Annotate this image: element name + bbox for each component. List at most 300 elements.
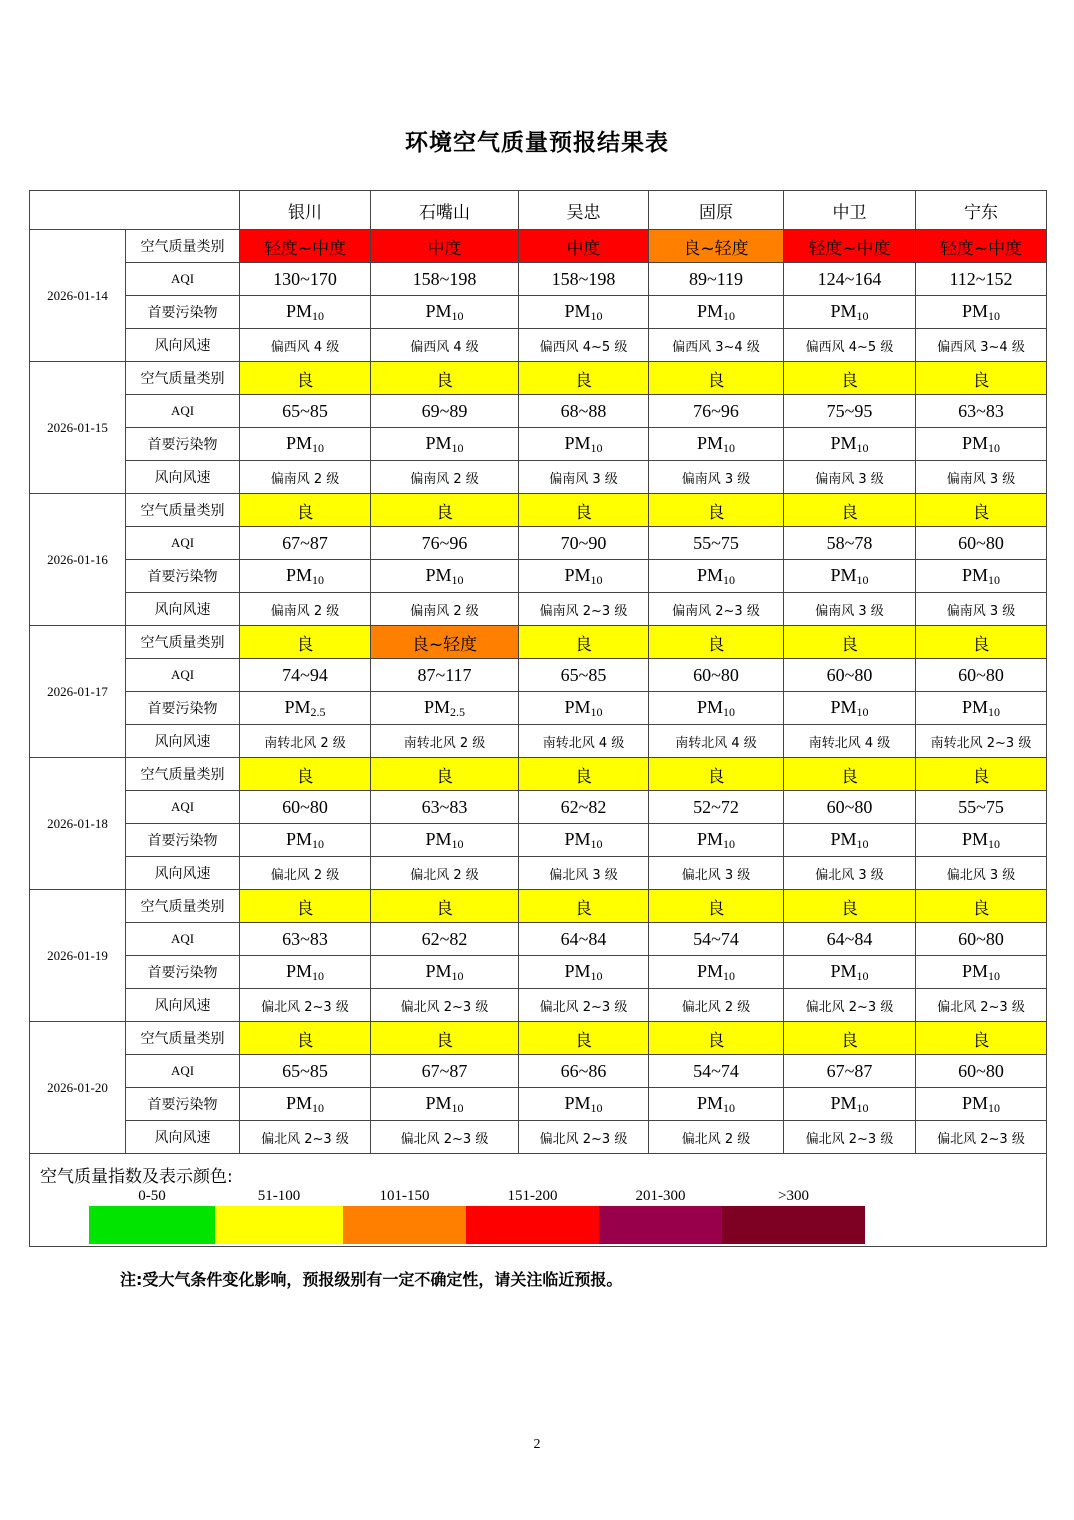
- category-cell: 良: [649, 362, 784, 395]
- wind-cell: 偏北风 2 级: [649, 1121, 784, 1154]
- aqi-cell: 60~80: [784, 791, 916, 824]
- category-cell: 良: [649, 890, 784, 923]
- wind-cell: 偏西风 4 级: [371, 329, 519, 362]
- category-cell: 良: [240, 626, 371, 659]
- aqi-cell: 64~84: [519, 923, 649, 956]
- pollutant-prefix: PM: [284, 696, 311, 717]
- row-label-aqi: AQI: [126, 791, 240, 824]
- city-header: 固原: [649, 191, 784, 230]
- pollutant-prefix: PM: [961, 300, 988, 321]
- city-header: 宁东: [916, 191, 1047, 230]
- pollutant-cell: [371, 692, 519, 725]
- wind-cell: 偏北风 2~3 级: [240, 989, 371, 1022]
- row-label-wind: 风向风速: [126, 329, 240, 362]
- pollutant-subscript: 10: [451, 1100, 464, 1115]
- wind-cell: 偏北风 2 级: [649, 989, 784, 1022]
- row-label-category: 空气质量类别: [126, 494, 240, 527]
- pollutant-cell: [784, 824, 916, 857]
- legend-color-swatch: [343, 1206, 466, 1244]
- wind-cell: 偏南风 3 级: [649, 461, 784, 494]
- row-label-category: 空气质量类别: [126, 1022, 240, 1055]
- legend-color-swatch: [215, 1206, 343, 1244]
- disclaimer-note: 注:受大气条件变化影响，预报级别有一定不确定性，请关注临近预报。: [120, 1270, 623, 1289]
- pollutant-cell: [649, 692, 784, 725]
- wind-cell: 偏北风 3 级: [519, 857, 649, 890]
- row-label-category: 空气质量类别: [126, 362, 240, 395]
- pollutant-cell: [519, 824, 649, 857]
- aqi-cell: 60~80: [916, 527, 1047, 560]
- forecast-table: [29, 190, 1047, 1247]
- pollutant-prefix: PM: [696, 432, 723, 453]
- wind-cell: 偏北风 2~3 级: [784, 1121, 916, 1154]
- category-cell: 良: [649, 626, 784, 659]
- pollutant-cell: [916, 956, 1047, 989]
- wind-cell: 偏北风 3 级: [916, 857, 1047, 890]
- day-pollutant-row: [30, 692, 1047, 725]
- category-cell: 良: [240, 890, 371, 923]
- pollutant-prefix: PM: [285, 828, 312, 849]
- pollutant-subscript: 10: [451, 572, 464, 587]
- day-pollutant-row: [30, 824, 1047, 857]
- city-header: 吴忠: [519, 191, 649, 230]
- wind-cell: 偏西风 3~4 级: [916, 329, 1047, 362]
- aqi-cell: 158~198: [519, 263, 649, 296]
- pollutant-cell: [916, 560, 1047, 593]
- date-cell: 2026-01-15: [30, 362, 126, 494]
- wind-cell: 南转北风 4 级: [784, 725, 916, 758]
- day-aqi-row: [30, 395, 1047, 428]
- wind-cell: 偏北风 2~3 级: [371, 1121, 519, 1154]
- pollutant-cell: [649, 296, 784, 329]
- legend-range-label: 0-50: [138, 1188, 166, 1204]
- category-cell: 良: [371, 758, 519, 791]
- legend-range-label: 151-200: [507, 1188, 558, 1204]
- pollutant-cell: [371, 956, 519, 989]
- pollutant-prefix: PM: [830, 696, 857, 717]
- wind-cell: 偏北风 3 级: [649, 857, 784, 890]
- pollutant-subscript: 10: [312, 572, 324, 587]
- category-cell: 良: [371, 890, 519, 923]
- pollutant-cell: [784, 692, 916, 725]
- category-cell: 良~轻度: [649, 230, 784, 263]
- pollutant-prefix: PM: [564, 300, 591, 321]
- aqi-cell: 66~86: [519, 1055, 649, 1088]
- day-wind-row: [30, 725, 1047, 758]
- row-label-category: 空气质量类别: [126, 626, 240, 659]
- wind-cell: 偏北风 3 级: [784, 857, 916, 890]
- day-aqi-row: [30, 527, 1047, 560]
- aqi-cell: 60~80: [784, 659, 916, 692]
- pollutant-subscript: 10: [590, 704, 603, 719]
- wind-cell: 偏北风 2 级: [371, 857, 519, 890]
- aqi-cell: 130~170: [240, 263, 371, 296]
- pollutant-subscript: 2.5: [450, 704, 465, 719]
- wind-cell: 偏南风 2 级: [371, 461, 519, 494]
- aqi-cell: 76~96: [371, 527, 519, 560]
- pollutant-subscript: 10: [590, 572, 603, 587]
- aqi-cell: 68~88: [519, 395, 649, 428]
- pollutant-cell: [240, 428, 371, 461]
- aqi-cell: 74~94: [240, 659, 371, 692]
- date-cell: 2026-01-18: [30, 758, 126, 890]
- pollutant-subscript: 10: [723, 968, 735, 983]
- row-label-aqi: AQI: [126, 395, 240, 428]
- wind-cell: 偏南风 3 级: [916, 593, 1047, 626]
- pollutant-cell: [916, 692, 1047, 725]
- aqi-cell: 58~78: [784, 527, 916, 560]
- pollutant-prefix: PM: [285, 300, 312, 321]
- category-cell: 良: [784, 890, 916, 923]
- category-cell: 良: [240, 758, 371, 791]
- category-cell: 良: [519, 626, 649, 659]
- pollutant-cell: [784, 1088, 916, 1121]
- date-cell: 2026-01-20: [30, 1022, 126, 1154]
- legend-color-swatch: [89, 1206, 215, 1244]
- category-cell: 良: [916, 758, 1047, 791]
- category-cell: 良: [371, 1022, 519, 1055]
- wind-cell: 南转北风 4 级: [519, 725, 649, 758]
- day-category-row: [30, 626, 1047, 659]
- pollutant-prefix: PM: [425, 564, 452, 585]
- legend-range-label: 201-300: [635, 1188, 686, 1204]
- pollutant-subscript: 10: [312, 968, 324, 983]
- pollutant-subscript: 10: [856, 968, 869, 983]
- wind-cell: 南转北风 2~3 级: [916, 725, 1047, 758]
- pollutant-prefix: PM: [830, 960, 857, 981]
- aqi-cell: 60~80: [916, 659, 1047, 692]
- row-label-aqi: AQI: [126, 1055, 240, 1088]
- aqi-cell: 62~82: [519, 791, 649, 824]
- wind-cell: 偏北风 2~3 级: [916, 989, 1047, 1022]
- legend-cell: [30, 1154, 1047, 1247]
- row-label-pollutant: 首要污染物: [126, 560, 240, 593]
- pollutant-cell: [240, 824, 371, 857]
- aqi-cell: 69~89: [371, 395, 519, 428]
- pollutant-prefix: PM: [425, 300, 452, 321]
- pollutant-subscript: 10: [856, 836, 869, 851]
- wind-cell: 南转北风 2 级: [240, 725, 371, 758]
- row-label-aqi: AQI: [126, 527, 240, 560]
- aqi-cell: 63~83: [240, 923, 371, 956]
- pollutant-cell: [784, 428, 916, 461]
- legend-color-swatch: [466, 1206, 599, 1244]
- category-cell: 良: [916, 362, 1047, 395]
- wind-cell: 偏南风 3 级: [916, 461, 1047, 494]
- category-cell: 良: [916, 1022, 1047, 1055]
- wind-cell: 偏西风 4 级: [240, 329, 371, 362]
- row-label-pollutant: 首要污染物: [126, 296, 240, 329]
- wind-cell: 偏南风 3 级: [784, 593, 916, 626]
- day-pollutant-row: [30, 1088, 1047, 1121]
- wind-cell: 偏北风 2~3 级: [240, 1121, 371, 1154]
- day-wind-row: [30, 593, 1047, 626]
- wind-cell: 偏西风 4~5 级: [519, 329, 649, 362]
- date-cell: 2026-01-17: [30, 626, 126, 758]
- category-cell: 良: [784, 494, 916, 527]
- aqi-cell: 112~152: [916, 263, 1047, 296]
- wind-cell: 偏北风 2~3 级: [784, 989, 916, 1022]
- day-pollutant-row: [30, 956, 1047, 989]
- category-cell: 良: [519, 362, 649, 395]
- pollutant-prefix: PM: [425, 960, 452, 981]
- date-cell: 2026-01-14: [30, 230, 126, 362]
- pollutant-prefix: PM: [696, 828, 723, 849]
- pollutant-prefix: PM: [285, 960, 312, 981]
- day-category-row: [30, 362, 1047, 395]
- wind-cell: 偏北风 2~3 级: [519, 989, 649, 1022]
- page-number: 2: [533, 1437, 541, 1452]
- aqi-cell: 76~96: [649, 395, 784, 428]
- legend-range-label: 51-100: [257, 1188, 301, 1204]
- pollutant-subscript: 10: [590, 308, 603, 323]
- wind-cell: 偏西风 4~5 级: [784, 329, 916, 362]
- pollutant-prefix: PM: [696, 564, 723, 585]
- pollutant-cell: [784, 560, 916, 593]
- category-cell: 良: [784, 362, 916, 395]
- pollutant-subscript: 10: [451, 308, 464, 323]
- category-cell: 良: [519, 494, 649, 527]
- pollutant-cell: [649, 956, 784, 989]
- pollutant-cell: [240, 296, 371, 329]
- legend-range-label: >300: [778, 1188, 809, 1204]
- pollutant-prefix: PM: [425, 432, 452, 453]
- pollutant-cell: [916, 428, 1047, 461]
- day-pollutant-row: [30, 560, 1047, 593]
- pollutant-cell: [371, 428, 519, 461]
- pollutant-subscript: 10: [451, 968, 464, 983]
- pollutant-cell: [519, 296, 649, 329]
- day-category-row: [30, 494, 1047, 527]
- wind-cell: 偏北风 2~3 级: [519, 1121, 649, 1154]
- pollutant-cell: [519, 428, 649, 461]
- pollutant-prefix: PM: [425, 828, 452, 849]
- category-cell: 中度: [371, 230, 519, 263]
- category-cell: 良: [371, 494, 519, 527]
- pollutant-prefix: PM: [961, 696, 988, 717]
- legend-title: 空气质量指数及表示颜色:: [40, 1167, 233, 1187]
- pollutant-subscript: 10: [590, 836, 603, 851]
- category-cell: 良: [519, 1022, 649, 1055]
- pollutant-subscript: 10: [451, 440, 464, 455]
- city-header: 银川: [240, 191, 371, 230]
- pollutant-subscript: 10: [312, 308, 324, 323]
- row-label-pollutant: 首要污染物: [126, 824, 240, 857]
- category-cell: 中度: [519, 230, 649, 263]
- aqi-cell: 52~72: [649, 791, 784, 824]
- wind-cell: 偏北风 2~3 级: [371, 989, 519, 1022]
- aqi-cell: 63~83: [371, 791, 519, 824]
- pollutant-prefix: PM: [961, 564, 988, 585]
- aqi-cell: 55~75: [916, 791, 1047, 824]
- pollutant-prefix: PM: [961, 960, 988, 981]
- pollutant-subscript: 10: [723, 440, 735, 455]
- pollutant-cell: [371, 1088, 519, 1121]
- pollutant-cell: [240, 956, 371, 989]
- wind-cell: 偏南风 3 级: [784, 461, 916, 494]
- pollutant-subscript: 10: [312, 440, 324, 455]
- day-category-row: [30, 230, 1047, 263]
- wind-cell: 偏南风 2 级: [371, 593, 519, 626]
- wind-cell: 偏西风 3~4 级: [649, 329, 784, 362]
- category-cell: 轻度~中度: [240, 230, 371, 263]
- day-wind-row: [30, 1121, 1047, 1154]
- row-label-category: 空气质量类别: [126, 890, 240, 923]
- pollutant-cell: [649, 824, 784, 857]
- pollutant-cell: [519, 560, 649, 593]
- pollutant-subscript: 10: [988, 704, 1000, 719]
- pollutant-cell: [916, 1088, 1047, 1121]
- pollutant-subscript: 2.5: [310, 704, 326, 719]
- pollutant-prefix: PM: [961, 432, 988, 453]
- pollutant-cell: [916, 296, 1047, 329]
- category-cell: 良: [916, 626, 1047, 659]
- pollutant-cell: [916, 824, 1047, 857]
- day-category-row: [30, 1022, 1047, 1055]
- day-category-row: [30, 758, 1047, 791]
- row-label-pollutant: 首要污染物: [126, 956, 240, 989]
- date-cell: 2026-01-19: [30, 890, 126, 1022]
- pollutant-cell: [240, 560, 371, 593]
- row-label-wind: 风向风速: [126, 1121, 240, 1154]
- pollutant-prefix: PM: [696, 696, 723, 717]
- pollutant-prefix: PM: [830, 432, 857, 453]
- row-label-wind: 风向风速: [126, 725, 240, 758]
- day-pollutant-row: [30, 428, 1047, 461]
- row-label-aqi: AQI: [126, 263, 240, 296]
- pollutant-cell: [784, 296, 916, 329]
- row-label-category: 空气质量类别: [126, 758, 240, 791]
- wind-cell: 南转北风 2 级: [371, 725, 519, 758]
- pollutant-prefix: PM: [285, 564, 312, 585]
- day-wind-row: [30, 461, 1047, 494]
- category-cell: 良: [240, 494, 371, 527]
- page-title: 环境空气质量预报结果表: [405, 130, 669, 156]
- date-cell: 2026-01-16: [30, 494, 126, 626]
- aqi-cell: 60~80: [916, 923, 1047, 956]
- aqi-cell: 60~80: [916, 1055, 1047, 1088]
- aqi-cell: 65~85: [519, 659, 649, 692]
- pollutant-prefix: PM: [961, 828, 988, 849]
- aqi-cell: 63~83: [916, 395, 1047, 428]
- day-aqi-row: [30, 923, 1047, 956]
- category-cell: 良: [371, 362, 519, 395]
- category-cell: 良: [519, 890, 649, 923]
- pollutant-prefix: PM: [285, 1092, 312, 1113]
- pollutant-cell: [649, 428, 784, 461]
- city-header: 中卫: [784, 191, 916, 230]
- day-wind-row: [30, 989, 1047, 1022]
- header-row: [30, 191, 1047, 230]
- aqi-cell: 60~80: [649, 659, 784, 692]
- legend-range-label: 101-150: [379, 1188, 430, 1204]
- pollutant-subscript: 10: [856, 572, 869, 587]
- pollutant-prefix: PM: [696, 960, 723, 981]
- aqi-cell: 67~87: [371, 1055, 519, 1088]
- pollutant-subscript: 10: [988, 308, 1000, 323]
- day-category-row: [30, 890, 1047, 923]
- aqi-cell: 75~95: [784, 395, 916, 428]
- pollutant-cell: [240, 1088, 371, 1121]
- wind-cell: 偏南风 2~3 级: [649, 593, 784, 626]
- pollutant-prefix: PM: [696, 300, 723, 321]
- row-label-pollutant: 首要污染物: [126, 1088, 240, 1121]
- aqi-cell: 64~84: [784, 923, 916, 956]
- wind-cell: 偏南风 2 级: [240, 461, 371, 494]
- wind-cell: 偏南风 2~3 级: [519, 593, 649, 626]
- pollutant-prefix: PM: [285, 432, 312, 453]
- category-cell: 良: [649, 758, 784, 791]
- day-aqi-row: [30, 1055, 1047, 1088]
- category-cell: 良: [649, 1022, 784, 1055]
- pollutant-prefix: PM: [564, 564, 591, 585]
- row-label-wind: 风向风速: [126, 989, 240, 1022]
- pollutant-cell: [649, 1088, 784, 1121]
- category-cell: 良: [240, 1022, 371, 1055]
- pollutant-prefix: PM: [564, 432, 591, 453]
- row-label-aqi: AQI: [126, 659, 240, 692]
- pollutant-prefix: PM: [564, 960, 591, 981]
- pollutant-prefix: PM: [425, 1092, 452, 1113]
- pollutant-subscript: 10: [988, 968, 1000, 983]
- day-wind-row: [30, 329, 1047, 362]
- aqi-cell: 62~82: [371, 923, 519, 956]
- pollutant-prefix: PM: [830, 828, 857, 849]
- pollutant-cell: [784, 956, 916, 989]
- aqi-cell: 67~87: [784, 1055, 916, 1088]
- legend-color-swatch: [599, 1206, 722, 1244]
- wind-cell: 偏北风 2 级: [240, 857, 371, 890]
- pollutant-cell: [240, 692, 371, 725]
- pollutant-subscript: 10: [723, 1100, 735, 1115]
- aqi-cell: 60~80: [240, 791, 371, 824]
- aqi-cell: 87~117: [371, 659, 519, 692]
- day-wind-row: [30, 857, 1047, 890]
- legend-color-swatch: [722, 1206, 865, 1244]
- category-cell: 良: [519, 758, 649, 791]
- pollutant-prefix: PM: [564, 696, 591, 717]
- category-cell: 良: [916, 494, 1047, 527]
- row-label-wind: 风向风速: [126, 593, 240, 626]
- pollutant-prefix: PM: [564, 828, 591, 849]
- pollutant-subscript: 10: [988, 836, 1000, 851]
- pollutant-subscript: 10: [312, 1100, 324, 1115]
- wind-cell: 偏南风 2 级: [240, 593, 371, 626]
- pollutant-cell: [519, 692, 649, 725]
- pollutant-subscript: 10: [590, 968, 603, 983]
- wind-cell: 偏北风 2~3 级: [916, 1121, 1047, 1154]
- aqi-cell: 65~85: [240, 1055, 371, 1088]
- pollutant-subscript: 10: [988, 572, 1000, 587]
- corner-cell: [30, 191, 240, 230]
- aqi-cell: 67~87: [240, 527, 371, 560]
- row-label-wind: 风向风速: [126, 461, 240, 494]
- pollutant-subscript: 10: [723, 572, 735, 587]
- pollutant-subscript: 10: [590, 1100, 603, 1115]
- pollutant-prefix: PM: [696, 1092, 723, 1113]
- row-label-aqi: AQI: [126, 923, 240, 956]
- pollutant-subscript: 10: [590, 440, 603, 455]
- aqi-cell: 55~75: [649, 527, 784, 560]
- aqi-cell: 54~74: [649, 1055, 784, 1088]
- day-pollutant-row: [30, 296, 1047, 329]
- row-label-wind: 风向风速: [126, 857, 240, 890]
- category-cell: 轻度~中度: [916, 230, 1047, 263]
- day-aqi-row: [30, 263, 1047, 296]
- aqi-cell: 158~198: [371, 263, 519, 296]
- pollutant-prefix: PM: [830, 1092, 857, 1113]
- category-cell: 良: [784, 1022, 916, 1055]
- category-cell: 良: [240, 362, 371, 395]
